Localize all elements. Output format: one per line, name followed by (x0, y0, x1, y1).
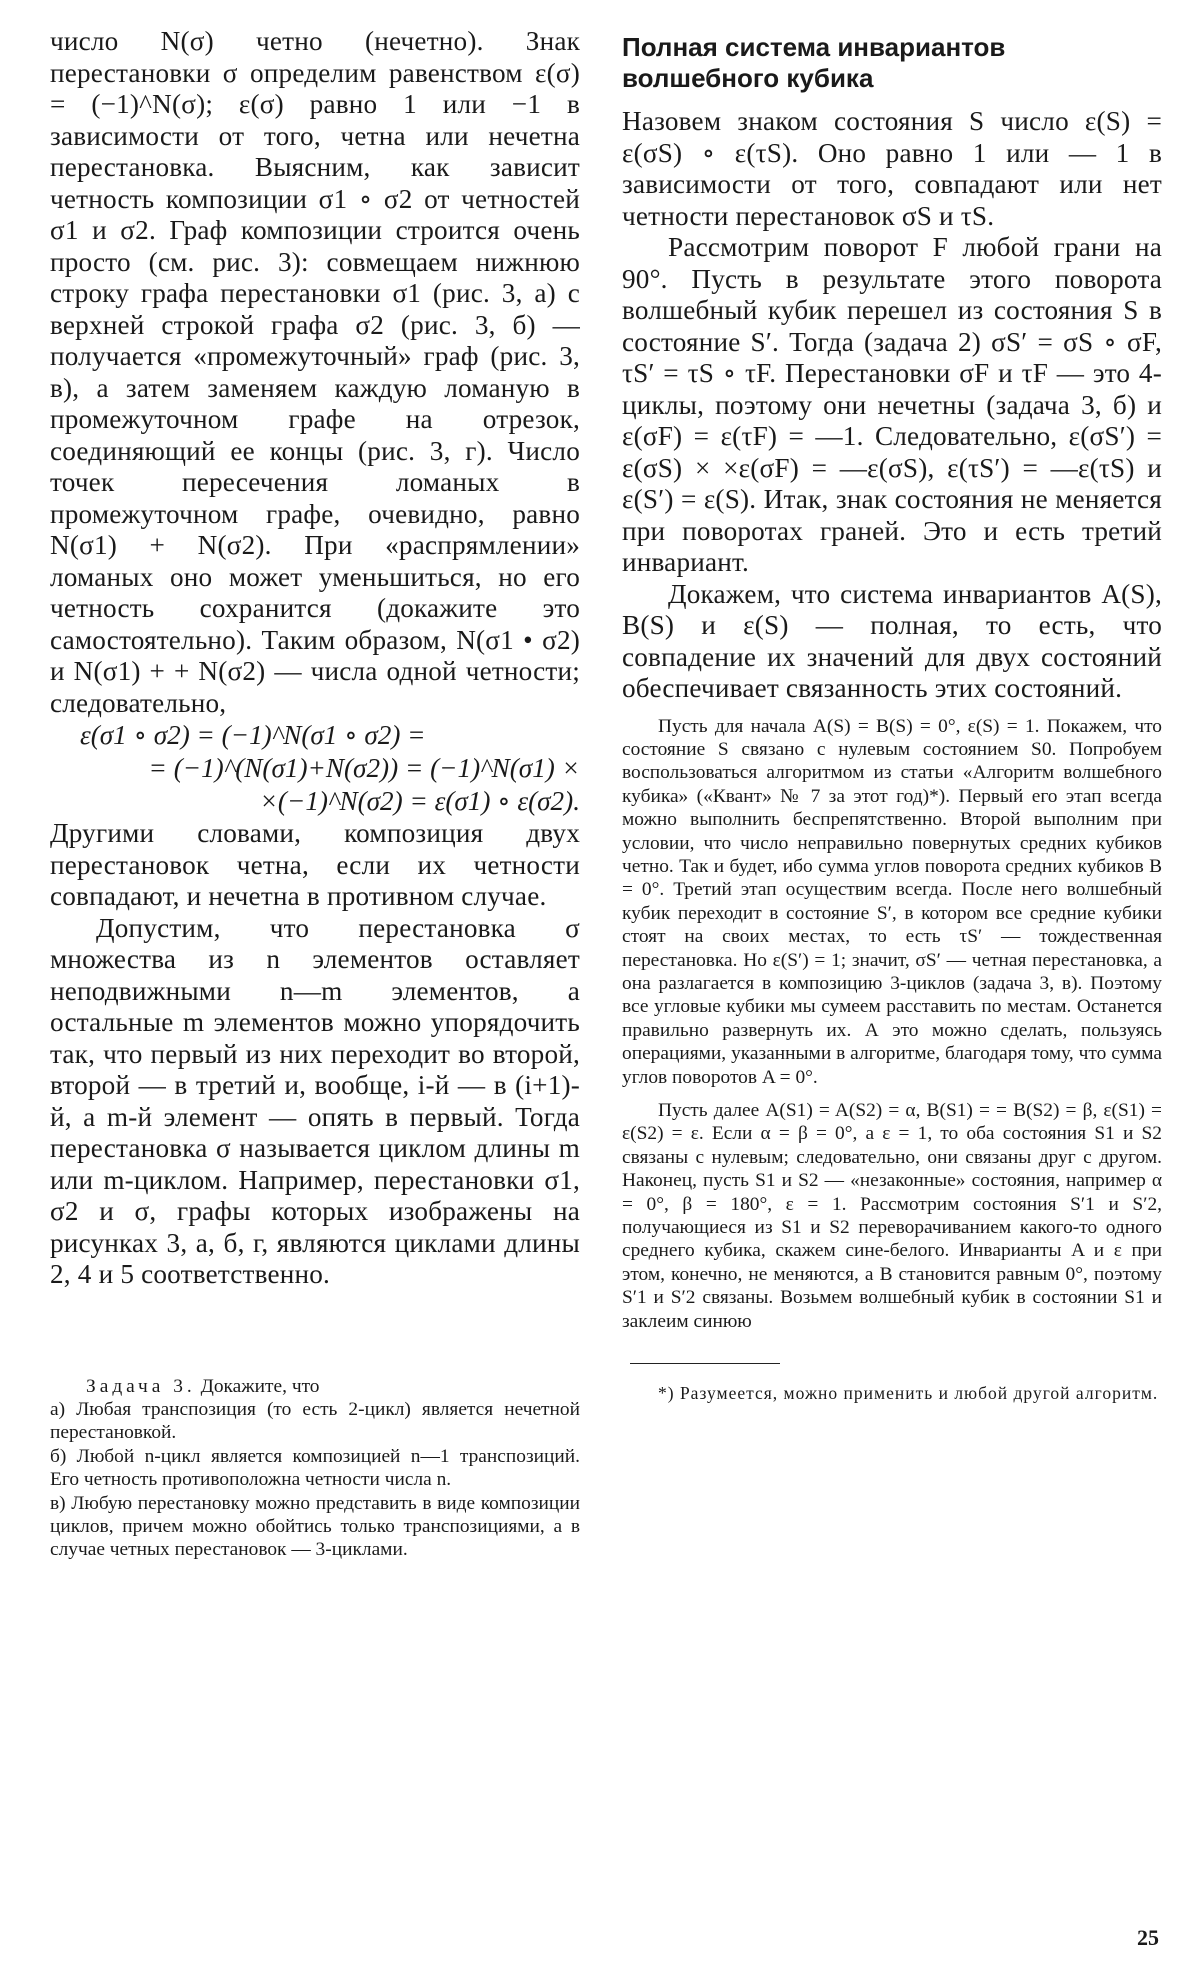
paragraph: Пусть далее A(S1) = A(S2) = α, B(S1) = = B(S2) = β, ε(S1) = ε(S2) = ε. Если α = β = 0°, а ε = 1, то оба состояния S1 и S2 связаны с нулевым; следовательно, они связаны друг с другом. Наконец, пусть S1 и S2 — «незаконные» состояния, например α = 0°, β = 180°, ε = 1. Рассмотрим состояния S′1 и S′2, получающиеся из S1 и S2 переворачиванием какого-то одного среднего кубика, скажем сине-белого. Инварианты A и ε при этом, конечно, не меняются, а B становится равным 0°, поэтому S′1 и S′2 связаны. Возьмем волшебный кубик в состоянии S1 и заклеим синюю (622, 1100, 1162, 1332)
paragraph: Другими словами, композиция двух перестановок четна, если их четности совпадают, и нечетна в противном случае. (50, 818, 580, 911)
paragraph: Докажем, что система инвариантов A(S), B(S) и ε(S) — полная, то есть, что совпадение их значений для двух состояний обеспечивает связанность этих состояний. (622, 578, 1162, 703)
formula-line: = (−1)^(N(σ1)+N(σ2)) = (−1)^N(σ1) × (148, 753, 580, 783)
paragraph: Рассмотрим поворот F любой грани на 90°. Пусть в результате этого поворота волшебный кубик перешел из состояния S в состояние S′. Тогда (задача 2) σS′ = σS ∘ σF, τS′ = τS ∘ τF. Перестановки σF и τF — это 4-циклы, поэтому они нечетны (задача 3, б) и ε(σF) = ε(τF) = —1. Следовательно, ε(σS′) = ε(σS) × ×ε(σF) = —ε(σS), ε(τS′) = —ε(τS) и ε(S′) = ε(S). Итак, знак состояния не меняется при поворотах граней. Это и есть третий инвариант. (622, 232, 1162, 577)
problem-item: в) Любую перестановку можно представить в виде композиции циклов, причем можно обойтись только транспозициями, а в случае четных перестановок — 3-циклами. (50, 1492, 580, 1561)
left-column (50, 26, 580, 1562)
section-heading: Полная система инвариантов волшебного кубика (622, 32, 1006, 93)
paragraph: Допустим, что перестановка σ множества из n элементов оставляет неподвижными n—m элементов, а остальные m элементов можно упорядочить так, что первый из них переходит во второй, второй — в третий и, вообще, i-й — в (i+1)-й, а m-й элемент — опять в первый. Тогда перестановка σ называется циклом длины m или m-циклом. Например, перестановки σ1, σ2 и σ, графы которых изображены на рисунках 3, а, б, г, являются циклами длины 2, 4 и 5 соответственно. (50, 912, 580, 1289)
footnote: *) Разумеется, можно применить и любой другой алгоритм. (658, 1382, 1159, 1403)
formula-line: ×(−1)^N(σ2) = ε(σ1) ∘ ε(σ2). (259, 786, 580, 816)
footnote-divider (630, 1363, 780, 1364)
paragraph: Пусть для начала A(S) = B(S) = 0°, ε(S) = 1. Покажем, что состояние S связано с нулевым состоянием S0. Попробуем воспользоваться алгоритмом из статьи «Алгоритм волшебного кубика» («Квант» № 7 за этот год)*). Первый его этап всегда можно выполнить беспрепятственно. Второй выполним при условии, что число неправильно повернутых средних кубиков четно. Так и будет, ибо сумма углов поворота средних кубиков B = 0°. Третий этап осуществим всегда. После него волшебный кубик переходит в состояние S′, в котором все средние кубики стоят на своих местах, то есть τS′ — тождественная перестановка. Но ε(S′) = 1; значит, σS′ — четная перестановка, а она разлагается в композицию 3-циклов (задача 3, в). Поэтому все угловые кубики мы сумеем расставить по местам. Останется правильно развернуть их. А это можно сделать, пользуясь операциями, указанными в алгоритме, благодаря тому, что сумма углов поворотов A = 0°. (622, 715, 1162, 1088)
formula-line: ε(σ1 ∘ σ2) = (−1)^N(σ1 ∘ σ2) = (80, 720, 426, 750)
formula-block (50, 719, 580, 818)
problem-item: б) Любой n-цикл является композицией n—1 транспозиций. Его четность противоположна четности числа n. (50, 1445, 580, 1491)
right-column (622, 26, 1162, 1421)
paragraph: Назовем знаком состояния S число ε(S) = ε(σS) ∘ ε(τS). Оно равно 1 или — 1 в зависимости от того, совпадают или нет четности перестановок σS и τS. (622, 106, 1162, 231)
problem-title: Задача 3. (86, 1375, 196, 1397)
page-number: 25 (1137, 1925, 1159, 1950)
paragraph: число N(σ) четно (нечетно). Знак перестановки σ определим равенством ε(σ) = (−1)^N(σ); ε(σ) равно 1 или −1 в зависимости от того, четна или нечетна перестановка. Выясним, как зависит четность композиции σ1 ∘ σ2 от четностей σ1 и σ2. Граф композиции строится очень просто (см. рис. 3): совмещаем нижнюю строку графа перестановки σ1 (рис. 3, а) с верхней строкой графа σ2 (рис. 3, б) — получается «промежуточный» граф (рис. 3, в), а затем заменяем каждую ломаную в промежуточном графе на отрезок, соединяющий ее концы (рис. 3, г). Число точек пересечения ломаных в промежуточном графе, очевидно, равно N(σ1) + N(σ2). При «распрямлении» ломаных оно может уменьшиться, но его четность сохранится (докажите это самостоятельно). Таким образом, N(σ1 • σ2) и N(σ1) + + N(σ2) — числа одной четности; следовательно, (50, 26, 580, 718)
problem-block (50, 1375, 580, 1562)
problem-intro: Докажите, что (200, 1375, 320, 1397)
problem-item: а) Любая транспозиция (то есть 2-цикл) является нечетной перестановкой. (50, 1398, 580, 1444)
